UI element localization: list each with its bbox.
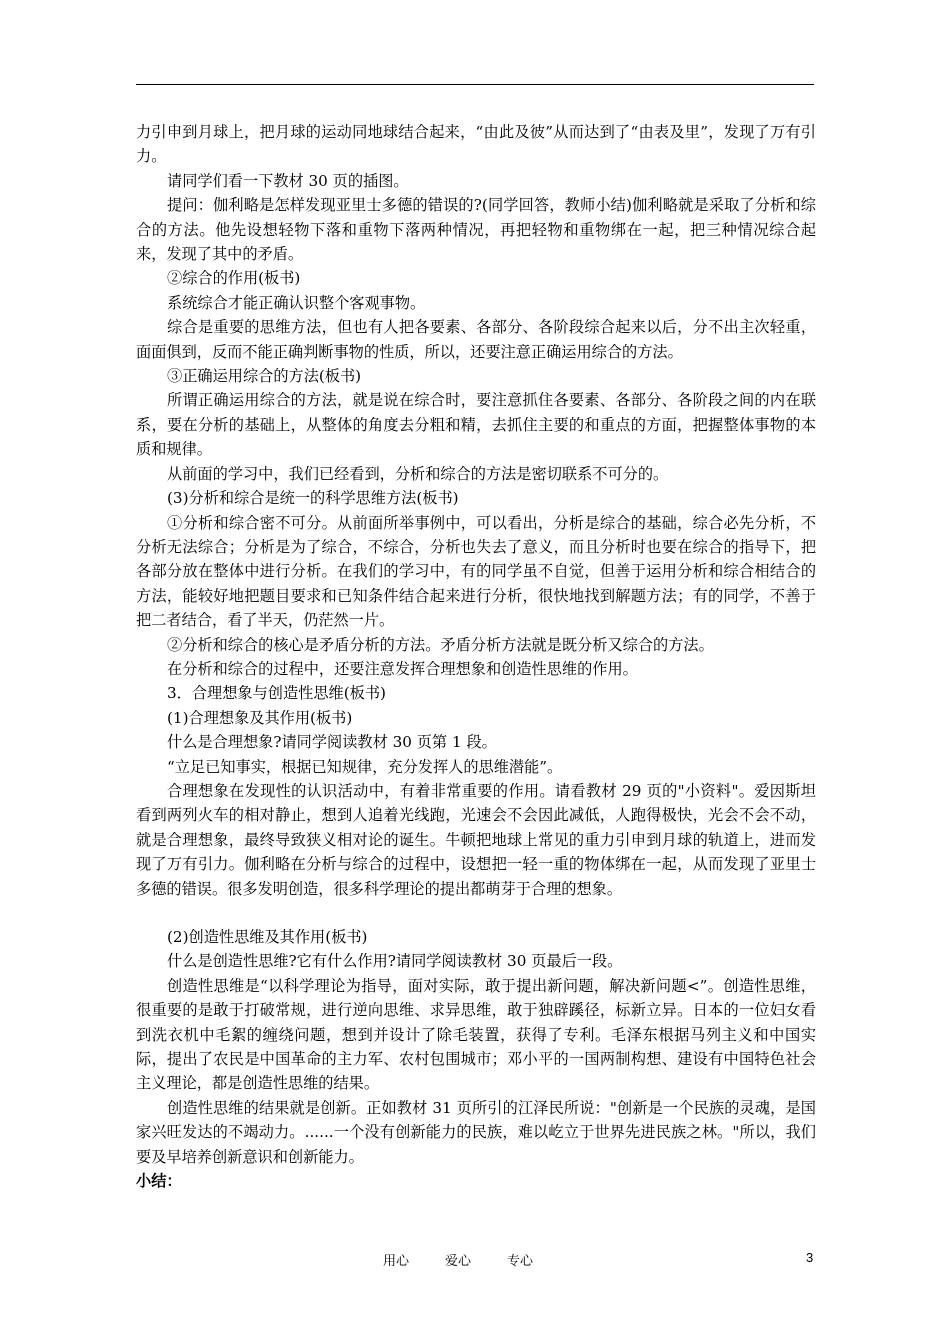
paragraph: 创造性思维的结果就是创新。正如教材 31 页所引的江泽民所说："创新是一个民族的灵魂，是国家兴旺发达的不竭动力。......一个没有创新能力的民族，难以屹立于世界先进民族之林。"所以，我们要及早培养创新意识和创新能力。 bbox=[136, 1098, 816, 1166]
footer-motto-word: 专心 bbox=[507, 1254, 534, 1269]
footer-motto bbox=[383, 1250, 569, 1269]
paragraph: ③正确运用综合的方法(板书) bbox=[167, 367, 362, 386]
paragraph: ②分析和综合的核心是矛盾分析的方法。矛盾分析方法就是既分析又综合的方法。 bbox=[167, 635, 714, 654]
footer-motto-word: 爱心 bbox=[445, 1254, 472, 1269]
page-number: 3 bbox=[806, 1250, 814, 1265]
page-footer bbox=[0, 1250, 950, 1270]
paragraph: ②综合的作用(板书) bbox=[167, 269, 301, 288]
paragraph: 综合是重要的思维方法，但也有人把各要素、各部分、各阶段综合起来以后，分不出主次轻重，面面俱到，反而不能正确判断事物的性质，所以，还要注意正确运用综合的方法。 bbox=[136, 318, 816, 361]
paragraph: 3．合理想象与创造性思维(板书) bbox=[167, 684, 386, 703]
paragraph: 合理想象在发现性的认识活动中，有着非常重要的作用。请看教材 29 页的"小资料"。爱因斯坦看到两列火车的相对静止，想到人追着光线跑，光速会不会因此减低，人跑得极快，光会不会不动，就是合理想象，最终导致狭义相对论的诞生。牛顿把地球上常见的重力引申到月球的轨道上，进而发现了万有引力。伽利略在分析与综合的过程中，设想把一轻一重的物体绑在一起，从而发现了亚里士多德的错误。很多发明创造，很多科学理论的提出都萌芽于合理的想象。 bbox=[136, 781, 816, 898]
paragraph: 力引申到月球上，把月球的运动同地球结合起来，“由此及彼”从而达到了“由表及里”，发现了万有引力。 bbox=[136, 123, 816, 166]
header-rule bbox=[136, 84, 814, 85]
paragraph: 什么是合理想象?请同学阅读教材 30 页第 1 段。 bbox=[167, 733, 497, 752]
paragraph: (1)合理想象及其作用(板书) bbox=[167, 708, 353, 727]
footer-motto-word: 用心 bbox=[383, 1254, 410, 1269]
paragraph: 在分析和综合的过程中，还要注意发挥合理想象和创造性思维的作用。 bbox=[167, 659, 638, 678]
paragraph: (2)创造性思维及其作用(板书) bbox=[167, 928, 368, 946]
paragraph: 系统综合才能正确认识整个客观事物。 bbox=[167, 293, 426, 312]
paragraph: 什么是创造性思维?它有什么作用?请同学阅读教材 30 页最后一段。 bbox=[167, 952, 623, 971]
paragraph: 请同学们看一下教材 30 页的插图。 bbox=[167, 171, 409, 190]
summary-heading: 小结： bbox=[136, 1172, 182, 1191]
paragraph: 提问：伽利略是怎样发现亚里士多德的错误的?(同学回答，教师小结)伽利略就是采取了分析和综合的方法。他先设想轻物下落和重物下落两种情况，再把轻物和重物绑在一起，把三种情况综合起来，发现了其中的矛盾。 bbox=[136, 196, 816, 264]
paragraph: ①分析和综合密不可分。从前面所举事例中，可以看出，分析是综合的基础，综合必先分析，不分析无法综合；分析是为了综合，不综合，分析也失去了意义，而且分析时也要在综合的指导下，把各部分放在整体中进行分析。在我们的学习中，有的同学虽不自觉，但善于运用分析和综合相结合的方法，能较好地把题目要求和已知条件结合起来进行分析，很快地找到解题方法；有的同学，不善于把二者结合，看了半天，仍茫然一片。 bbox=[136, 513, 816, 630]
paragraph: 创造性思维是“以科学理论为指导，面对实际，敢于提出新问题，解决新问题<”。创造性思维，很重要的是敢于打破常规，进行逆向思维、求异思维，敢于独辟蹊径，标新立异。日本的一位妇女看到洗衣机中毛絮的缠绕问题，想到并设计了除毛装置，获得了专利。毛泽东根据马列主义和中国实际，提出了农民是中国革命的主力军、农村包围城市；邓小平的一国两制构想、建设有中国特色社会主义理论，都是创造性思维的结果。 bbox=[136, 976, 816, 1093]
paragraph-gap bbox=[136, 901, 816, 925]
document-body bbox=[136, 120, 816, 1193]
paragraph: “立足已知事实，根据已知规律，充分发挥人的思维潜能”。 bbox=[167, 757, 563, 776]
paragraph: 从前面的学习中，我们已经看到，分析和综合的方法是密切联系不可分的。 bbox=[167, 464, 669, 483]
paragraph: 所谓正确运用综合的方法，就是说在综合时，要注意抓住各要素、各部分、各阶段之间的内在联系，要在分析的基础上，从整体的角度去分粗和精，去抓住主要的和重点的方面，把握整体事物的本质和规律。 bbox=[136, 391, 816, 459]
paragraph: (3)分析和综合是统一的科学思维方法(板书) bbox=[167, 489, 459, 508]
